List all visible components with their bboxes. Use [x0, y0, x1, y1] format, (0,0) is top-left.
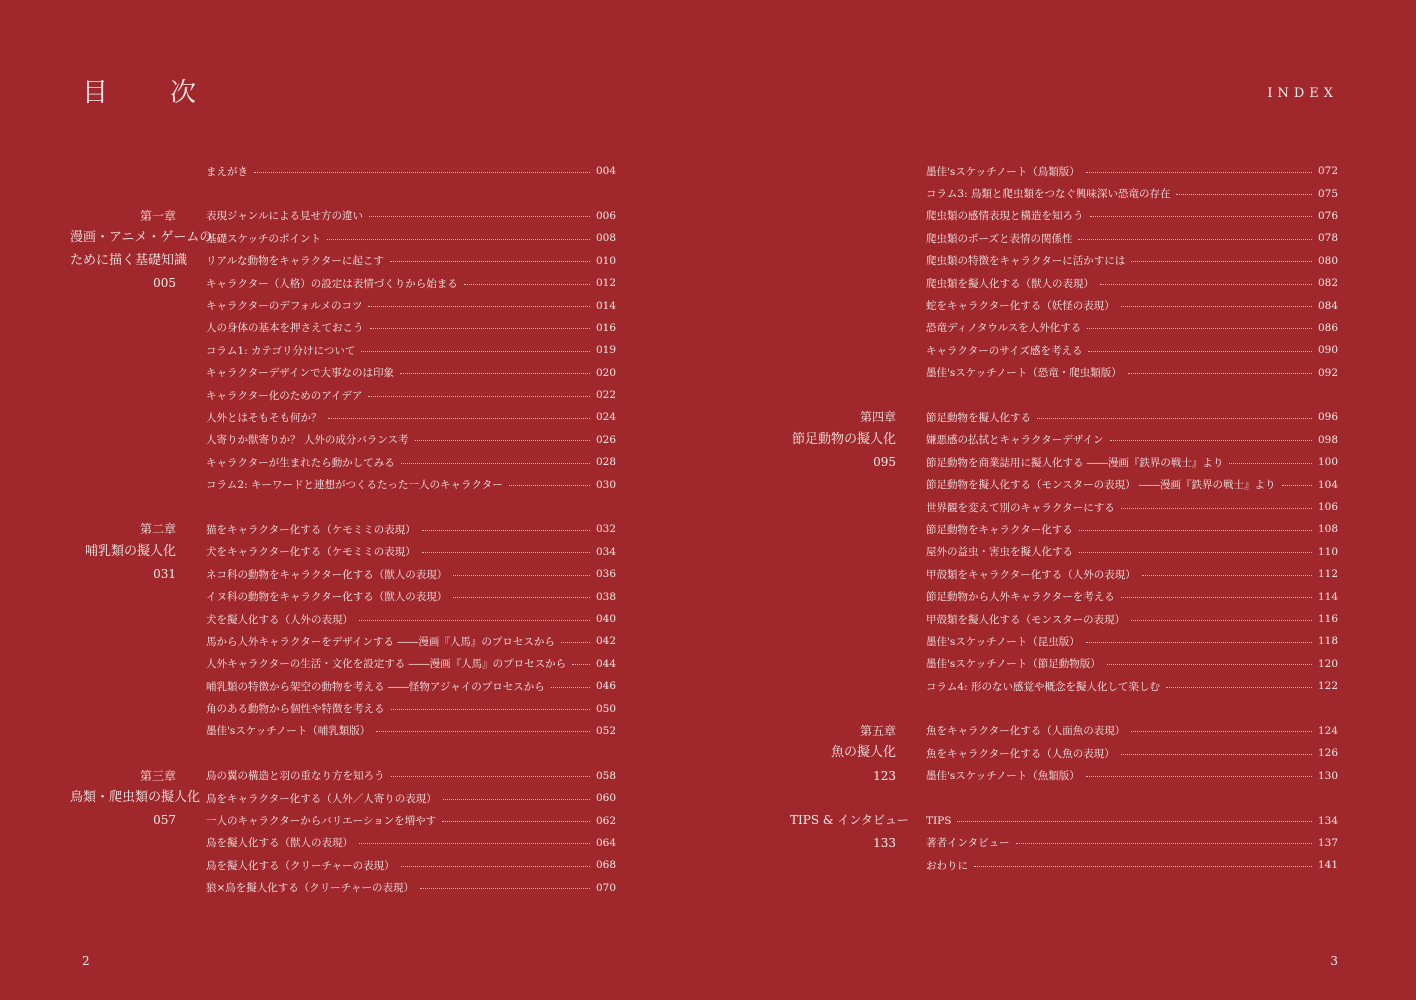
entry-title: 墨佳'sスケッチノート（魚類版） — [926, 770, 1080, 783]
dot-leader — [391, 709, 591, 710]
section-gap — [70, 742, 616, 764]
toc-entry[interactable] — [206, 406, 616, 428]
dot-leader — [1086, 776, 1312, 777]
section-gap — [70, 182, 616, 204]
dot-leader — [1110, 440, 1312, 441]
toc-entry[interactable] — [926, 362, 1338, 384]
toc-entry[interactable] — [206, 630, 616, 652]
entry-title: 節足動物を擬人化する — [926, 411, 1031, 424]
toc-entry[interactable] — [206, 697, 616, 719]
entry-title: 爬虫類を擬人化する（獣人の表現） — [926, 277, 1094, 290]
dot-leader — [1078, 239, 1312, 240]
dot-leader — [254, 172, 590, 173]
dot-leader — [572, 664, 590, 665]
entry-title: 鳥を擬人化する（クリーチャーの表現） — [206, 859, 395, 872]
dot-leader — [415, 440, 590, 441]
dot-leader — [1087, 328, 1312, 329]
toc-entry[interactable] — [926, 854, 1338, 876]
toc-entry[interactable] — [206, 608, 616, 630]
entry-title: 爬虫類のポーズと表情の関係性 — [926, 232, 1073, 245]
toc-entry[interactable] — [926, 451, 1338, 473]
chapter-heading-line: 031 — [153, 567, 176, 582]
toc-entry[interactable] — [926, 272, 1338, 294]
toc-entry[interactable] — [926, 496, 1338, 518]
entry-title: 狼×鳥を擬人化する（クリーチャーの表現） — [206, 882, 414, 895]
dot-leader — [368, 306, 590, 307]
entry-page-number: 108 — [1318, 523, 1339, 536]
dot-leader — [359, 843, 590, 844]
entry-title: 一人のキャラクターからバリエーションを増やす — [206, 815, 437, 828]
section-gap — [790, 697, 1338, 719]
section-gap — [790, 384, 1338, 406]
dot-leader — [453, 597, 590, 598]
entry-page-number: 040 — [596, 613, 617, 625]
entry-page-number: 120 — [1318, 657, 1339, 670]
chapter-heading-line: 第二章 — [139, 522, 176, 537]
entry-page-number: 082 — [1318, 277, 1339, 290]
toc-entry[interactable] — [926, 160, 1338, 182]
chapter-heading — [70, 518, 206, 742]
dot-leader — [369, 216, 590, 217]
dot-leader — [401, 463, 590, 464]
toc-entry[interactable] — [926, 765, 1338, 787]
entry-page-number: 020 — [596, 366, 617, 379]
entry-title: キャラクターデザインで大事なのは印象 — [206, 367, 395, 380]
entry-page-number: 110 — [1318, 545, 1339, 558]
entry-title: コラム4: 形のない感覚や概念を擬人化して楽しむ — [926, 680, 1160, 693]
dot-leader — [401, 866, 590, 867]
entry-title: キャラクターが生まれたら動かしてみる — [206, 456, 395, 469]
entry-title: 馬から人外キャラクターをデザインする ――漫画『人馬』のプロセスから — [206, 635, 555, 648]
dot-leader — [1086, 642, 1312, 643]
dot-leader — [359, 620, 590, 621]
entry-page-number: 008 — [596, 232, 617, 245]
dot-leader — [1079, 530, 1312, 531]
entry-page-number: 060 — [596, 792, 617, 805]
entry-page-number: 068 — [596, 859, 617, 872]
entry-list — [206, 518, 616, 742]
toc-entry[interactable] — [206, 787, 616, 809]
dot-leader — [1166, 687, 1312, 688]
toc-entry[interactable] — [206, 585, 616, 607]
entry-page-number: 014 — [596, 299, 617, 312]
dot-leader — [422, 552, 590, 553]
dot-leader — [400, 373, 590, 374]
entry-title: 鳥をキャラクター化する（人外／人寄りの表現） — [206, 792, 437, 805]
dot-leader — [1079, 552, 1312, 553]
entry-title: 魚をキャラクター化する（人魚の表現） — [926, 747, 1115, 760]
entry-title: TIPS — [926, 814, 952, 827]
entry-title: 墨佳'sスケッチノート（哺乳類版） — [206, 725, 371, 738]
entry-title: 爬虫類の感情表現と構造を知ろう — [926, 210, 1084, 223]
entry-list — [926, 720, 1338, 787]
dot-leader — [1088, 351, 1312, 352]
page-title: 目 次 — [82, 78, 215, 108]
entry-title: イヌ科の動物をキャラクター化する（獣人の表現） — [206, 591, 448, 604]
entry-page-number: 096 — [1318, 411, 1339, 424]
entry-page-number: 100 — [1318, 456, 1339, 469]
entry-page-number: 104 — [1318, 478, 1339, 491]
dot-leader — [464, 284, 590, 285]
entry-title: 墨佳'sスケッチノート（恐竜・爬虫類版） — [926, 367, 1122, 380]
toc-entry[interactable] — [206, 272, 616, 294]
entry-title: 著者インタビュー — [926, 837, 1010, 850]
entry-page-number: 062 — [596, 814, 617, 827]
entry-page-number: 006 — [596, 209, 617, 222]
entry-title: 節足動物をキャラクター化する — [926, 523, 1073, 536]
toc-entry[interactable] — [206, 429, 616, 451]
entry-title: 節足動物から人外キャラクターを考える — [926, 591, 1115, 604]
chapter-heading — [790, 809, 926, 876]
chapter-heading-line: 133 — [873, 835, 896, 850]
entry-title: 嫌悪感の払拭とキャラクターデザイン — [926, 434, 1104, 447]
dot-leader — [1016, 843, 1312, 844]
entry-page-number: 036 — [596, 568, 617, 581]
toc-entry[interactable] — [206, 473, 616, 495]
toc-entry[interactable] — [926, 406, 1338, 428]
entry-page-number: 141 — [1318, 859, 1339, 872]
entry-page-number: 012 — [596, 277, 617, 290]
dot-leader — [1100, 284, 1312, 285]
entry-page-number: 022 — [596, 389, 617, 402]
toc-entry[interactable] — [206, 250, 616, 272]
entry-page-number: 084 — [1318, 299, 1339, 312]
entry-page-number: 134 — [1318, 814, 1339, 827]
entry-page-number: 076 — [1318, 209, 1339, 222]
entry-title: 節足動物を商業誌用に擬人化する ――漫画『鉄界の戦士』より — [926, 456, 1224, 469]
chapter-heading-line: 魚の擬人化 — [830, 745, 896, 761]
dot-leader — [1121, 754, 1312, 755]
toc-entry[interactable] — [206, 362, 616, 384]
toc-entry[interactable] — [206, 227, 616, 249]
entry-title: コラム1: カテゴリ分けについて — [206, 344, 356, 357]
chapter-heading-line: 005 — [153, 275, 176, 290]
toc-entry[interactable] — [926, 720, 1338, 742]
entry-title: 人寄りか獣寄りか？ 人外の成分バランス考 — [206, 434, 409, 447]
entry-page-number: 044 — [596, 657, 617, 670]
entry-title: 蛇をキャラクター化する（妖怪の表現） — [926, 300, 1115, 313]
entry-page-number: 098 — [1318, 433, 1339, 446]
toc-entry[interactable] — [926, 250, 1338, 272]
page-number-right: 3 — [1330, 954, 1338, 968]
chapter-heading — [70, 205, 213, 496]
toc-entry[interactable] — [206, 451, 616, 473]
entry-title: 墨佳'sスケッチノート（鳥類版） — [926, 165, 1080, 178]
entry-page-number: 126 — [1318, 747, 1339, 760]
toc-entry[interactable] — [206, 832, 616, 854]
dot-leader — [328, 418, 591, 419]
entry-title: キャラクター（人格）の設定は表情づくりから始まる — [206, 277, 458, 290]
entry-title: キャラクターのサイズ感を考える — [926, 344, 1083, 357]
entry-page-number: 050 — [596, 702, 617, 715]
chapter-heading — [790, 160, 926, 384]
entry-title: 爬虫類の特徴をキャラクターに活かすには — [926, 255, 1126, 268]
toc-entry[interactable] — [926, 317, 1338, 339]
entry-title: 犬をキャラクター化する（ケモミミの表現） — [206, 546, 416, 559]
dot-leader — [974, 866, 1312, 867]
entry-list — [926, 406, 1338, 697]
chapter-heading — [70, 765, 206, 899]
entry-page-number: 090 — [1318, 344, 1339, 357]
entry-page-number: 046 — [596, 680, 617, 693]
entry-page-number: 004 — [596, 165, 617, 178]
toc-section — [790, 406, 1338, 697]
entry-page-number: 116 — [1318, 613, 1339, 625]
toc-entry[interactable] — [926, 742, 1338, 764]
entry-page-number: 122 — [1318, 680, 1339, 693]
toc-entry[interactable] — [926, 832, 1338, 854]
toc-entry[interactable] — [206, 160, 616, 182]
entry-list — [926, 160, 1338, 384]
toc-entry[interactable] — [206, 765, 616, 787]
toc-section — [790, 720, 1338, 787]
dot-leader — [1128, 373, 1312, 374]
entry-page-number: 034 — [596, 545, 617, 558]
entry-title: 人の身体の基本を押さえておこう — [206, 322, 364, 335]
entry-page-number: 080 — [1318, 254, 1339, 267]
entry-page-number: 019 — [596, 344, 617, 357]
entry-list — [926, 809, 1338, 876]
entry-page-number: 042 — [596, 635, 617, 648]
toc-section — [790, 160, 1338, 384]
dot-leader — [361, 351, 590, 352]
dot-leader — [1176, 194, 1312, 195]
entry-title: 角のある動物から個性や特徴を考える — [206, 703, 385, 716]
dot-leader — [453, 575, 590, 576]
entry-title: ネコ科の動物をキャラクター化する（獣人の表現） — [206, 568, 448, 581]
toc-entry[interactable] — [926, 541, 1338, 563]
entry-list — [206, 205, 616, 496]
entry-title: 墨佳'sスケッチノート（節足動物版） — [926, 658, 1101, 671]
dot-leader — [370, 328, 591, 329]
entry-title: 基礎スケッチのポイント — [206, 232, 321, 245]
toc-entry[interactable] — [206, 205, 616, 227]
entry-page-number: 114 — [1318, 590, 1339, 603]
dot-leader — [1121, 306, 1312, 307]
toc-entry[interactable] — [206, 720, 616, 742]
toc-entry[interactable] — [926, 608, 1338, 630]
entry-title: キャラクター化のためのアイデア — [206, 389, 363, 402]
toc-entry[interactable] — [206, 877, 616, 899]
entry-page-number: 118 — [1318, 635, 1339, 648]
page-number-left: 2 — [82, 954, 90, 968]
toc-entry[interactable] — [926, 518, 1338, 540]
chapter-heading-line: 第一章 — [139, 208, 176, 223]
toc-entry[interactable] — [926, 675, 1338, 697]
dot-leader — [1282, 485, 1312, 486]
toc-entry[interactable] — [206, 809, 616, 831]
toc-right-column — [790, 160, 1338, 877]
toc-entry[interactable] — [926, 809, 1338, 831]
toc-entry[interactable] — [206, 339, 616, 361]
entry-title: 墨佳'sスケッチノート（昆虫版） — [926, 635, 1080, 648]
dot-leader — [509, 485, 590, 486]
toc-section — [70, 160, 616, 182]
dot-leader — [376, 731, 590, 732]
toc-section — [70, 765, 616, 899]
toc-entry[interactable] — [926, 473, 1338, 495]
dot-leader — [422, 530, 590, 531]
entry-title: 人外とはそもそも何か？ — [206, 411, 322, 424]
chapter-heading — [70, 160, 206, 182]
entry-list — [206, 765, 616, 899]
toc-entry[interactable] — [206, 675, 616, 697]
entry-page-number: 028 — [596, 456, 617, 469]
dot-leader — [1229, 463, 1312, 464]
entry-page-number: 130 — [1318, 769, 1339, 782]
entry-title: おわりに — [926, 859, 968, 872]
entry-page-number: 106 — [1318, 501, 1339, 514]
entry-page-number: 072 — [1318, 165, 1339, 178]
entry-page-number: 137 — [1318, 836, 1339, 849]
toc-entry[interactable] — [926, 339, 1338, 361]
toc-entry[interactable] — [926, 182, 1338, 204]
dot-leader — [443, 799, 590, 800]
toc-entry[interactable] — [926, 563, 1338, 585]
chapter-heading-line: TIPS & インタビュー — [790, 813, 909, 828]
entry-title: 甲殻類を擬人化する（モンスターの表現） — [926, 613, 1126, 626]
entry-title: リアルな動物をキャラクターに起こす — [206, 255, 384, 268]
entry-page-number: 038 — [596, 590, 617, 603]
entry-title: 表現ジャンルによる見せ方の違い — [206, 210, 364, 223]
toc-section — [790, 809, 1338, 876]
toc-entry[interactable] — [206, 653, 616, 675]
entry-title: 恐竜ディノタウルスを人外化する — [926, 322, 1082, 335]
entry-title: 魚をキャラクター化する（人面魚の表現） — [926, 725, 1126, 738]
entry-page-number: 064 — [596, 836, 617, 849]
chapter-heading-line: 節足動物の擬人化 — [791, 431, 896, 447]
dot-leader — [1086, 172, 1312, 173]
entry-title: 鳥の翼の構造と羽の重なり方を知ろう — [206, 770, 385, 783]
toc-section — [70, 205, 616, 496]
chapter-heading — [790, 720, 926, 787]
entry-page-number: 086 — [1318, 321, 1339, 334]
index-label: INDEX — [1267, 86, 1338, 101]
entry-title: 世界観を変えて別のキャラクターにする — [926, 501, 1115, 514]
entry-title: 哺乳類の特徴から架空の動物を考える ――怪物アジャイのプロセスから — [206, 680, 545, 693]
dot-leader — [561, 642, 590, 643]
chapter-heading-line: ために描く基礎知識 — [70, 252, 188, 268]
dot-leader — [1107, 664, 1312, 665]
toc-entry[interactable] — [926, 653, 1338, 675]
entry-title: 猫をキャラクター化する（ケモミミの表現） — [206, 523, 416, 536]
dot-leader — [1121, 597, 1312, 598]
toc-entry[interactable] — [206, 294, 616, 316]
dot-leader — [391, 776, 591, 777]
entry-title: 節足動物を擬人化する（モンスターの表現） ――漫画『鉄界の戦士』より — [926, 479, 1276, 492]
toc-section — [70, 518, 616, 742]
toc-entry[interactable] — [926, 585, 1338, 607]
entry-title: キャラクターのデフォルメのコツ — [206, 300, 363, 313]
entry-page-number: 026 — [596, 433, 617, 446]
dot-leader — [1090, 216, 1313, 217]
chapter-heading-line: 095 — [873, 455, 896, 470]
dot-leader — [368, 396, 590, 397]
toc-entry[interactable] — [926, 429, 1338, 451]
dot-leader — [1131, 731, 1312, 732]
toc-left-column — [70, 160, 616, 899]
chapter-heading-line: 第三章 — [139, 768, 176, 783]
toc-entry[interactable] — [206, 541, 616, 563]
entry-title: 屋外の益虫・害虫を擬人化する — [926, 546, 1073, 559]
entry-page-number: 070 — [596, 881, 617, 894]
toc-entry[interactable] — [926, 227, 1338, 249]
chapter-heading-line: 123 — [873, 768, 896, 783]
entry-title: コラム3: 鳥類と爬虫類をつなぐ興味深い恐竜の存在 — [926, 188, 1171, 201]
toc-entry[interactable] — [206, 384, 616, 406]
entry-page-number: 032 — [596, 523, 617, 536]
toc-entry[interactable] — [926, 294, 1338, 316]
dot-leader — [390, 261, 590, 262]
entry-page-number: 092 — [1318, 366, 1339, 379]
entry-page-number: 075 — [1318, 187, 1339, 200]
entry-page-number: 030 — [596, 478, 617, 491]
dot-leader — [442, 821, 590, 822]
entry-title: 甲殻類をキャラクター化する（人外の表現） — [926, 568, 1136, 581]
dot-leader — [957, 821, 1312, 822]
dot-leader — [1131, 261, 1312, 262]
chapter-heading-line: 第四章 — [859, 410, 896, 425]
entry-page-number: 078 — [1318, 232, 1339, 245]
dot-leader — [420, 888, 590, 889]
entry-title: 鳥を擬人化する（獣人の表現） — [206, 837, 353, 850]
entry-title: 犬を擬人化する（人外の表現） — [206, 613, 353, 626]
entry-title: コラム2: キーワードと連想がつくるたった一人のキャラクター — [206, 479, 503, 492]
toc-entry[interactable] — [206, 854, 616, 876]
dot-leader — [1037, 418, 1312, 419]
dot-leader — [1142, 575, 1312, 576]
dot-leader — [1131, 620, 1312, 621]
section-gap — [70, 496, 616, 518]
toc-entry[interactable] — [206, 563, 616, 585]
toc-entry[interactable] — [926, 630, 1338, 652]
chapter-heading-line: 057 — [153, 813, 176, 828]
entry-page-number: 052 — [596, 724, 617, 737]
toc-entry[interactable] — [206, 317, 616, 339]
chapter-heading-line: 鳥類・爬虫類の擬人化 — [70, 789, 201, 805]
toc-entry[interactable] — [206, 518, 616, 540]
chapter-heading-line: 漫画・アニメ・ゲームの — [70, 230, 213, 246]
chapter-heading — [790, 406, 926, 697]
dot-leader — [327, 239, 590, 240]
dot-leader — [551, 687, 590, 688]
toc-entry[interactable] — [926, 205, 1338, 227]
dot-leader — [1121, 508, 1312, 509]
entry-title: 人外キャラクターの生活・文化を設定する ――漫画『人馬』のプロセスから — [206, 658, 567, 671]
entry-page-number: 058 — [596, 769, 617, 782]
entry-page-number: 010 — [596, 254, 617, 267]
chapter-heading-line: 第五章 — [859, 723, 896, 738]
entry-page-number: 024 — [596, 411, 617, 424]
section-gap — [790, 787, 1338, 809]
entry-page-number: 016 — [596, 321, 617, 334]
entry-page-number: 124 — [1318, 724, 1339, 737]
entry-page-number: 112 — [1318, 568, 1339, 581]
entry-list — [206, 160, 616, 182]
chapter-heading-line: 哺乳類の擬人化 — [84, 543, 176, 559]
entry-title: まえがき — [206, 165, 248, 178]
